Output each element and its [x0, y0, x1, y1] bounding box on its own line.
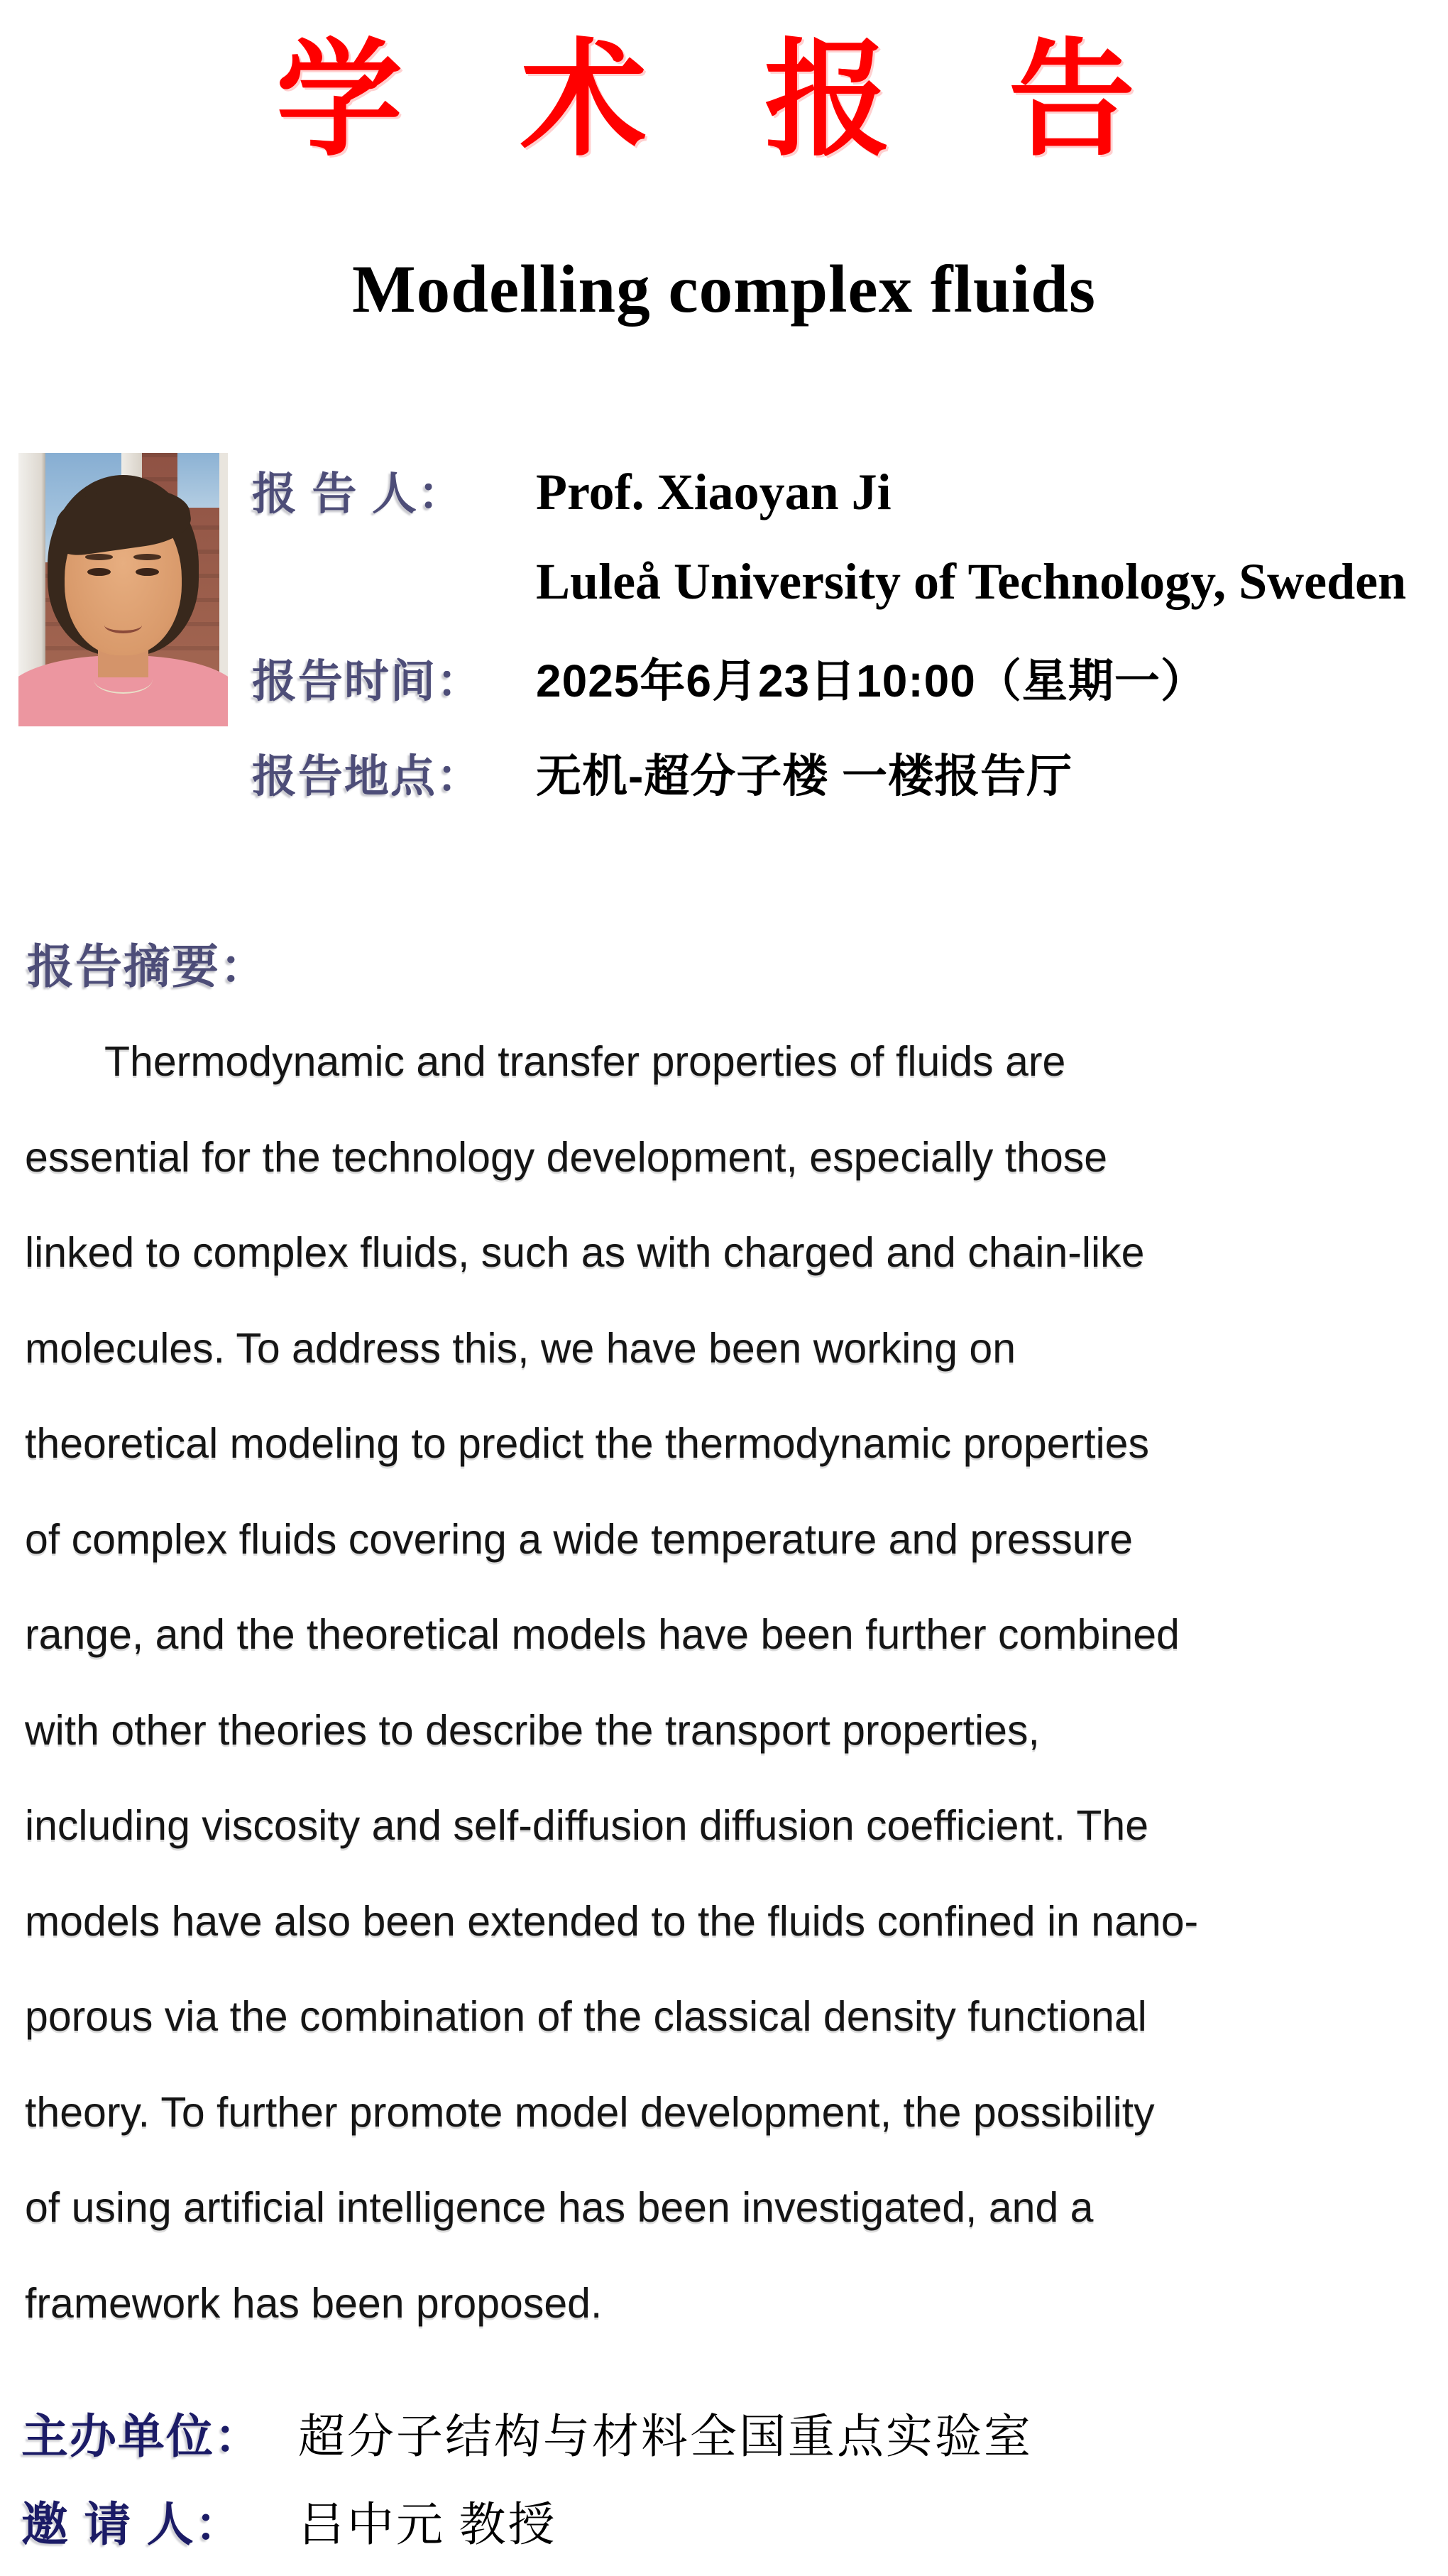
abstract-line: framework has been proposed. — [25, 2279, 603, 2327]
photo-eye-left — [87, 568, 110, 577]
photo-necklace — [94, 665, 153, 694]
time-line — [252, 645, 1207, 710]
affiliation-line — [536, 552, 1406, 611]
abstract-body — [25, 1014, 1434, 2351]
host-value: 超分子结构与材料全国重点实验室 — [298, 2411, 1033, 2463]
abstract-line: of using artificial intelligence has been investigated, and a — [25, 2184, 1094, 2231]
inviter-line — [21, 2487, 557, 2554]
abstract-line: essential for the technology development, especially those — [25, 1133, 1108, 1181]
banner-title: 学 术 报 告 — [276, 25, 1172, 173]
abstract-line: linked to complex fluids, such as with charged and chain-like — [25, 1229, 1145, 1276]
venue-label: 报告地点： — [252, 752, 483, 802]
abstract-line: including viscosity and self-diffusion diffusion coefficient. The — [25, 1802, 1149, 1849]
abstract-line: theoretical modeling to predict the thermodynamic properties — [25, 1420, 1149, 1467]
speaker-label: 报 告 人： — [252, 469, 465, 519]
abstract-line: range, and the theoretical models have been further combined — [25, 1611, 1180, 1658]
inviter-label: 邀 请 人： — [21, 2498, 243, 2550]
speaker-affiliation: Luleå University of Technology, Sweden — [536, 553, 1407, 610]
venue-line — [252, 740, 1073, 805]
abstract-line: with other theories to describe the transport properties, — [25, 1706, 1040, 1754]
time-value: 2025年6月23日10:00（星期一） — [536, 655, 1207, 706]
abstract-line: Thermodynamic and transfer properties of fluids are — [104, 1038, 1066, 1085]
abstract-line: theory. To further promote model development, the possibility — [25, 2088, 1155, 2136]
inviter-value: 吕中元 教授 — [298, 2499, 557, 2551]
speaker-photo — [18, 453, 228, 726]
speaker-line — [252, 458, 892, 523]
abstract-line: of complex fluids covering a wide temperature and pressure — [25, 1515, 1134, 1563]
venue-value: 无机-超分子楼 一楼报告厅 — [536, 751, 1073, 802]
abstract-line: porous via the combination of the classical density functional — [25, 1993, 1147, 2040]
host-label: 主办单位： — [21, 2410, 263, 2462]
photo-eye-right — [136, 568, 158, 577]
photo-eyebrow-left — [85, 554, 112, 560]
talk-title: Modelling complex fluids — [352, 251, 1096, 327]
host-line — [21, 2398, 1033, 2466]
abstract-line: molecules. To address this, we have been working on — [25, 1324, 1016, 1372]
speaker-name: Prof. Xiaoyan Ji — [536, 464, 892, 520]
photo-eyebrow-right — [133, 554, 160, 560]
abstract-line: models have also been extended to the fluids confined in nano- — [25, 1897, 1199, 1945]
abstract-heading: 报告摘要： — [27, 940, 268, 993]
time-label: 报告时间： — [252, 657, 483, 706]
